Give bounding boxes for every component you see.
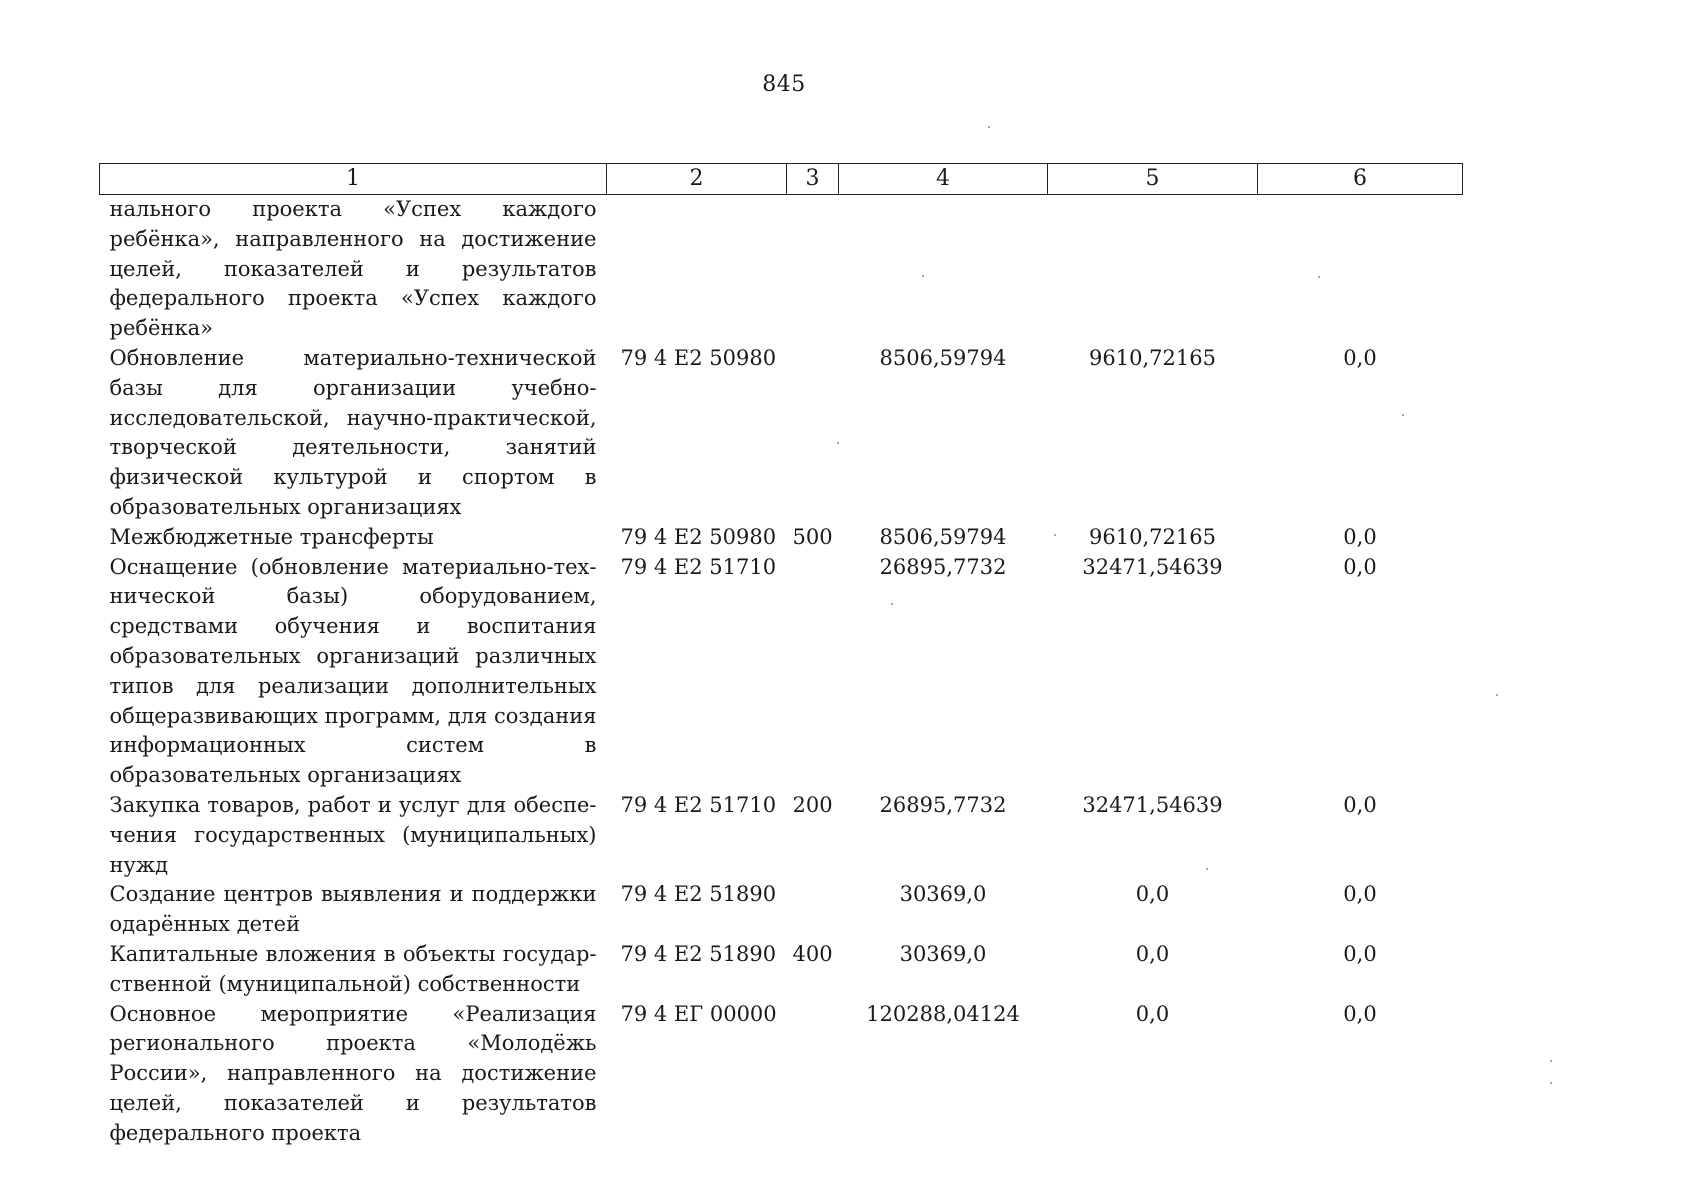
table-row <box>100 1000 1463 1149</box>
row-value-6: 0,0 <box>1343 941 1377 966</box>
row-code: 79 4 Е2 51710 <box>620 554 777 579</box>
table-row <box>100 940 1463 1000</box>
row-kvr <box>787 344 839 523</box>
row-value-6: 0,0 <box>1343 554 1377 579</box>
table-row <box>100 880 1463 940</box>
table-row <box>100 553 1463 791</box>
scan-speck <box>891 603 893 605</box>
row-name: нального проекта «Успех каждого ребёнка», направленного на достижение целей, показателей и результатов федерального проекта «Успех каждого ребёнка» <box>109 197 597 341</box>
row-code: 79 4 Е2 50980 <box>620 524 777 549</box>
row-name: Создание центров выявления и поддержки одарённых детей <box>109 882 597 937</box>
row-code: 79 4 Е2 51710 <box>620 792 777 817</box>
table-body <box>100 195 1463 1149</box>
row-value-4: 8506,59794 <box>879 524 1007 549</box>
scan-speck <box>1550 1060 1552 1062</box>
row-value-5: 9610,72165 <box>1089 345 1216 370</box>
row-value-4 <box>839 195 1048 344</box>
row-value-5: 0,0 <box>1135 882 1170 907</box>
header-col-2: 2 <box>607 164 787 195</box>
row-value-6: 0,0 <box>1343 1001 1377 1026</box>
table-row <box>100 344 1463 523</box>
table-row <box>100 195 1463 344</box>
scan-speck <box>1496 694 1498 696</box>
row-value-6: 0,0 <box>1343 345 1377 370</box>
row-value-6: 0,0 <box>1343 792 1377 817</box>
row-value-6: 0,0 <box>1343 524 1377 549</box>
row-value-4: 30369,0 <box>899 941 987 966</box>
header-row <box>100 164 1463 195</box>
row-value-5: 32471,54639 <box>1082 554 1223 579</box>
row-value-4: 30369,0 <box>899 882 987 907</box>
row-value-5: 32471,54639 <box>1082 792 1223 817</box>
scan-speck <box>1318 276 1320 278</box>
page-number: 845 <box>762 72 806 97</box>
row-kvr <box>787 553 839 791</box>
scan-speck <box>922 275 924 277</box>
row-code: 79 4 Е2 50980 <box>620 345 777 370</box>
scan-speck <box>1402 414 1404 416</box>
row-name: Обновление материально-технической базы для организации учебно-исследовательской, научно-практической, творческой деятельности, занятий физической культурой и спортом в образовательных организациях <box>109 345 597 519</box>
row-code <box>607 195 787 344</box>
table-row <box>100 523 1463 553</box>
row-value-4: 26895,7732 <box>879 792 1007 817</box>
scan-speck <box>1550 1082 1552 1084</box>
budget-table <box>99 163 1463 1149</box>
row-value-4: 120288,04124 <box>866 1001 1020 1026</box>
row-name: Закупка товаров, работ и услуг для обеспечения государственных (муниципальных) нужд <box>109 792 597 877</box>
row-kvr: 500 <box>792 524 833 549</box>
scan-speck <box>1054 534 1056 536</box>
row-code: 79 4 ЕГ 00000 <box>620 1001 777 1026</box>
row-code: 79 4 Е2 51890 <box>620 882 777 907</box>
row-name: Капитальные вложения в объекты государственной (муниципальной) собственности <box>109 941 597 996</box>
header-col-4: 4 <box>839 164 1048 195</box>
row-value-6 <box>1258 195 1463 344</box>
row-kvr <box>787 195 839 344</box>
scan-speck <box>1206 868 1208 870</box>
row-kvr: 400 <box>792 941 833 966</box>
row-value-5: 0,0 <box>1135 1001 1170 1026</box>
row-kvr <box>787 1000 839 1149</box>
table-row <box>100 791 1463 880</box>
row-kvr: 200 <box>792 792 833 817</box>
row-name: Основное мероприятие «Реализация регионального проекта «Молодёжь России», направленного на достижение целей, показателей и результатов федерального проекта <box>109 1001 597 1145</box>
row-value-5: 9610,72165 <box>1089 524 1216 549</box>
header-col-1: 1 <box>100 164 607 195</box>
header-col-5: 5 <box>1048 164 1258 195</box>
row-kvr <box>787 880 839 940</box>
header-col-3: 3 <box>787 164 839 195</box>
row-value-6: 0,0 <box>1343 882 1377 907</box>
scan-speck <box>837 442 839 444</box>
row-name: Оснащение (обновление материально-технической базы) оборудованием, средствами обучения и воспитания образовательных организаций различных типов для реализации дополнительных общеразвивающих программ, для создания информационных систем в образовательных организациях <box>109 554 597 788</box>
row-code: 79 4 Е2 51890 <box>620 941 777 966</box>
header-col-6: 6 <box>1258 164 1463 195</box>
row-value-5: 0,0 <box>1135 941 1170 966</box>
scan-speck <box>988 126 990 128</box>
table-header <box>100 164 1463 195</box>
row-value-5 <box>1048 195 1258 344</box>
row-name: Межбюджетные трансферты <box>109 524 434 549</box>
row-value-4: 26895,7732 <box>879 554 1007 579</box>
row-value-4: 8506,59794 <box>879 345 1007 370</box>
